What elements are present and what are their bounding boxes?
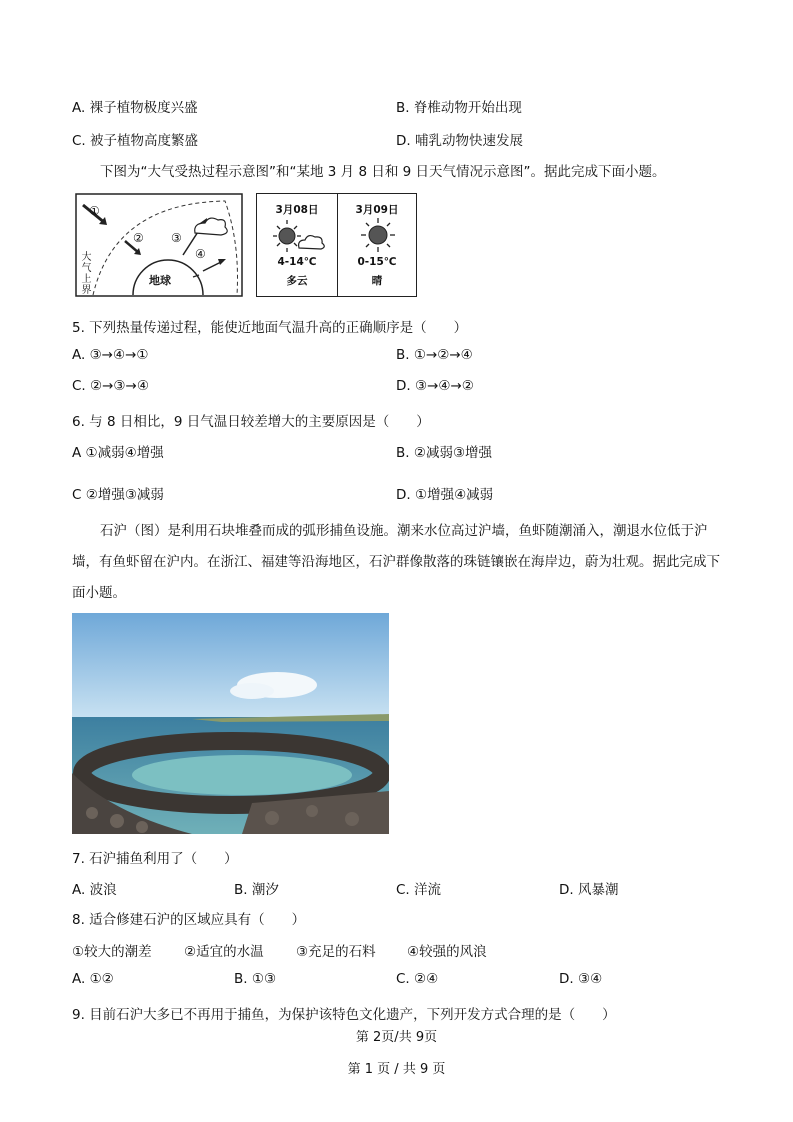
marker-4: ④ [195,247,206,261]
q7-option-c: C. 洋流 [396,882,442,898]
q5-option-c: C. ②→③→④ [72,378,149,394]
marker-3: ③ [171,231,182,245]
q7-option-a: A. 波浪 [72,882,117,898]
q5-option-a: A. ③→④→① [72,347,149,363]
q7-option-b: B. 潮汐 [234,882,279,898]
page-footer: 第 1 页 / 共 9 页 [347,1062,446,1077]
q8-condition-1: ①较大的潮差 [72,944,152,960]
sun-cloud-icon [269,218,327,254]
intro-text-2: 石沪（图）是利用石块堆叠而成的弧形捕鱼设施。潮来水位高过沪墙，鱼虾随潮涌入，潮退水位低于沪墙，有鱼虾留在沪内。在浙江、福建等沿海地区，石沪群像散落的珠链镶嵌在海岸边，蔚为壮观。据此完成下面小题。 [72,523,720,601]
stone-weir-photo [72,613,389,834]
q6-option-d: D. ①增强④减弱 [396,487,494,503]
weather-condition: 多云 [286,275,308,287]
q6-stem: 6. 与 8 日相比，9 日气温日较差增大的主要原因是（ ） [72,414,430,430]
q8-stem: 8. 适合修建石沪的区域应具有（ ） [72,912,306,928]
weather-chart [256,193,417,297]
q4-option-d: D. 哺乳动物快速发展 [396,133,523,149]
weather-date: 3月08日 [275,204,319,216]
q8-condition-3: ③充足的石料 [296,944,376,960]
q8-condition-4: ④较强的风浪 [407,944,487,960]
weather-temp: 0-15℃ [357,256,397,268]
weather-day-1 [257,194,338,296]
weather-day-2 [337,194,417,296]
q9-stem: 9. 目前石沪大多已不再用于捕鱼，为保护该特色文化遗产，下列开发方式合理的是（ ） [72,1007,616,1023]
atmosphere-heating-diagram [75,193,245,297]
q4-option-c: C. 被子植物高度繁盛 [72,133,199,149]
q5-option-d: D. ③→④→② [396,378,474,394]
q8-option-a: A. ①② [72,971,114,987]
marker-2: ② [133,231,144,245]
q5-option-b: B. ①→②→④ [396,347,473,363]
q4-option-b: B. 脊椎动物开始出现 [396,100,522,116]
q7-stem: 7. 石沪捕鱼利用了（ ） [72,851,238,867]
q6-option-c: C ②增强③减弱 [72,487,164,503]
marker-1: ① [89,204,100,218]
stone-weir-photo-svg [72,613,389,834]
q4-option-a: A. 裸子植物极度兴盛 [72,100,198,116]
earth-label: 地球 [149,274,171,287]
q6-option-b: B. ②减弱③增强 [396,445,493,461]
page-marker: 第 2页/共 9页 [355,1030,438,1045]
q5-stem: 5. 下列热量传递过程，能使近地面气温升高的正确顺序是（ ） [72,320,468,336]
intro-text-1: 下图为“大气受热过程示意图”和“某地 3 月 8 日和 9 日天气情况示意图”。据此完成下面小题。 [100,164,666,180]
weather-date: 3月09日 [355,204,399,216]
weather-temp: 4-14℃ [277,256,317,268]
sun-icon [359,216,397,254]
q8-option-c: C. ②④ [396,971,439,987]
q7-option-d: D. 风暴潮 [559,882,619,898]
q8-condition-2: ②适宜的水温 [184,944,264,960]
weather-condition: 晴 [371,275,383,287]
q6-option-a: A ①减弱④增强 [72,445,164,461]
q8-option-b: B. ①③ [234,971,277,987]
atmosphere-boundary-label: 大气上界 [79,251,90,295]
q8-option-d: D. ③④ [559,971,603,987]
